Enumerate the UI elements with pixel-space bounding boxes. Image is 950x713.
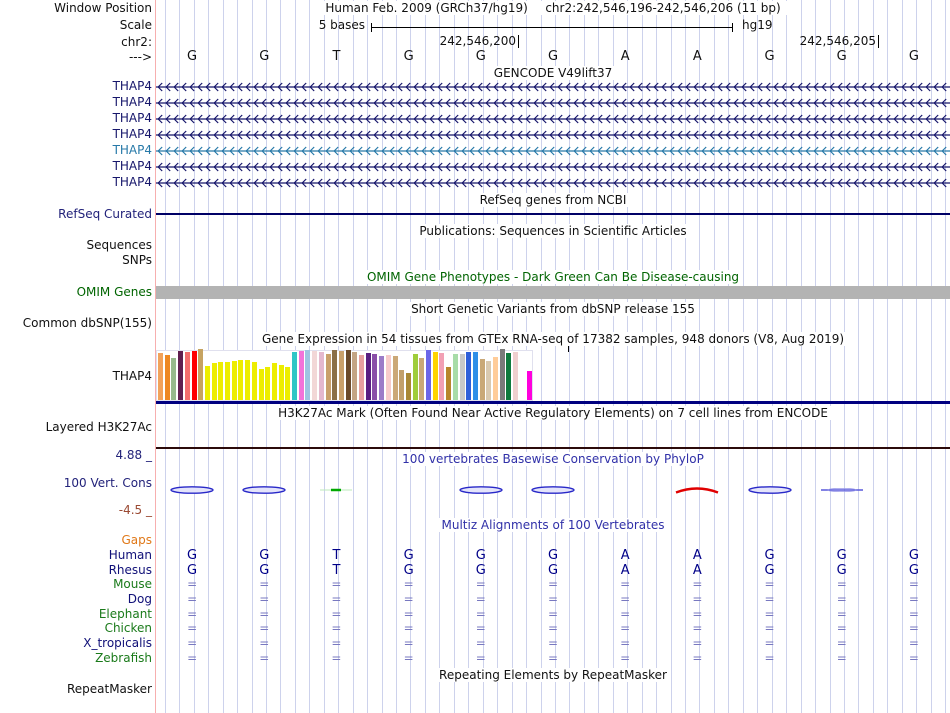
- multiz-cell: G: [187, 563, 198, 578]
- sequence-base: G: [908, 49, 919, 64]
- refseq-track-title[interactable]: RefSeq genes from NCBI: [156, 194, 950, 207]
- gtex-bar: [272, 363, 277, 400]
- gtex-bar: [312, 351, 317, 400]
- coordinate-left: 242,546,200: [439, 34, 516, 48]
- gencode-gene-label[interactable]: THAP4: [112, 143, 152, 157]
- multiz-cell: =: [187, 621, 198, 635]
- gtex-bar: [399, 370, 404, 400]
- gtex-bar: [439, 353, 444, 400]
- multiz-cell: =: [836, 592, 847, 606]
- multiz-cell: A: [692, 548, 702, 563]
- multiz-species-label[interactable]: Mouse: [113, 577, 152, 591]
- multiz-cell: =: [836, 621, 847, 635]
- gtex-bar: [192, 351, 197, 400]
- sequence-base: G: [547, 49, 559, 64]
- gtex-bar: [285, 367, 290, 400]
- multiz-cell: A: [620, 563, 630, 578]
- gtex-bar: [366, 353, 371, 400]
- multiz-cell: =: [403, 651, 414, 665]
- dbsnp-track-title[interactable]: Short Genetic Variants from dbSNP release 155: [156, 303, 950, 316]
- gtex-bar: [446, 367, 451, 400]
- conservation-mark-flat: [818, 484, 866, 499]
- conservation-mark-dash: [312, 484, 360, 499]
- multiz-cell: =: [403, 592, 414, 606]
- gtex-bar: [406, 373, 411, 400]
- multiz-cell: =: [403, 577, 414, 591]
- gtex-bar: [372, 354, 377, 400]
- multiz-species-label[interactable]: Human: [108, 548, 152, 562]
- multiz-cell: G: [259, 563, 270, 578]
- multiz-cell: =: [187, 577, 198, 591]
- sequence-base: G: [836, 49, 847, 64]
- multiz-species-label[interactable]: X_tropicalis: [83, 636, 152, 650]
- h3k27ac-track-title[interactable]: H3K27Ac Mark (Often Found Near Active Regulatory Elements) on 7 cell lines from ENCODE: [156, 407, 950, 420]
- multiz-species-label[interactable]: Chicken: [104, 621, 152, 635]
- gtex-bar: [158, 353, 163, 400]
- multiz-cell: =: [547, 651, 559, 665]
- window-position-label: Window Position: [54, 1, 152, 15]
- multiz-cell: =: [692, 592, 703, 606]
- gtex-bar-chart[interactable]: [156, 350, 533, 401]
- chrom-label: chr2:: [121, 35, 152, 49]
- repeatmasker-track-title[interactable]: Repeating Elements by RepeatMasker: [156, 669, 950, 682]
- gencode-gene-row[interactable]: [156, 129, 950, 141]
- multiz-cell: G: [764, 563, 775, 578]
- sequence-base: G: [187, 49, 198, 64]
- multiz-cell: =: [547, 592, 559, 606]
- multiz-track-title[interactable]: Multiz Alignments of 100 Vertebrates: [156, 519, 950, 532]
- omim-genes-label[interactable]: OMIM Genes: [76, 285, 152, 299]
- multiz-species-label[interactable]: Rhesus: [108, 563, 152, 577]
- gtex-bar: [232, 361, 237, 400]
- multiz-cell: =: [620, 636, 631, 650]
- gtex-bar: [513, 352, 518, 400]
- gencode-gene-label[interactable]: THAP4: [112, 175, 152, 189]
- multiz-cell: =: [331, 651, 342, 665]
- multiz-cell: =: [692, 621, 703, 635]
- gencode-gene-row[interactable]: [156, 81, 950, 93]
- gencode-gene-row[interactable]: [156, 145, 950, 157]
- scale-ruler-left-tick: [371, 23, 372, 32]
- multiz-cell: G: [547, 548, 559, 563]
- gencode-track-title[interactable]: GENCODE V49lift37: [156, 67, 950, 80]
- gtex-bar: [480, 359, 485, 400]
- multiz-cell: =: [908, 621, 919, 635]
- multiz-cell: =: [692, 636, 703, 650]
- multiz-cell: =: [764, 577, 775, 591]
- multiz-cell: =: [547, 577, 559, 591]
- multiz-cell: =: [259, 636, 270, 650]
- multiz-cell: =: [764, 621, 775, 635]
- gtex-baseline: [156, 401, 950, 404]
- multiz-species-label[interactable]: Elephant: [98, 607, 152, 621]
- position-title: Human Feb. 2009 (GRCh37/hg19) chr2:242,546,196-242,546,206 (11 bp): [156, 2, 950, 15]
- gtex-bar: [185, 352, 190, 400]
- assembly-short-label: hg19: [742, 18, 773, 32]
- gtex-bar: [419, 358, 424, 400]
- conservation-mark-lens: [240, 484, 288, 499]
- multiz-cell: =: [259, 621, 270, 635]
- gencode-gene-label[interactable]: THAP4: [112, 111, 152, 125]
- multiz-cell: =: [403, 636, 414, 650]
- h3k27ac-label[interactable]: Layered H3K27Ac: [45, 420, 152, 434]
- sequence-base: G: [475, 49, 486, 64]
- gtex-bar: [506, 353, 511, 400]
- multiz-cell: =: [764, 651, 775, 665]
- multiz-cell: =: [836, 636, 847, 650]
- sequence-base: T: [332, 49, 341, 64]
- coordinate-left-tick: [518, 35, 519, 48]
- gtex-bar: [393, 356, 398, 400]
- gencode-gene-row[interactable]: [156, 97, 950, 109]
- multiz-cell: =: [475, 607, 486, 621]
- multiz-cell: =: [187, 651, 198, 665]
- conservation-min-value: -4.5 _: [118, 503, 152, 517]
- multiz-cell: =: [547, 607, 559, 621]
- gtex-bar: [339, 351, 344, 400]
- multiz-cell: G: [259, 548, 270, 563]
- conservation-mark-lens: [168, 484, 216, 499]
- gtex-bar: [346, 350, 351, 400]
- multiz-cell: =: [475, 577, 486, 591]
- multiz-cell: =: [475, 621, 486, 635]
- multiz-cell: =: [836, 651, 847, 665]
- conservation-mark-lens: [457, 484, 505, 499]
- gtex-track-title[interactable]: Gene Expression in 54 tissues from GTEx RNA-seq of 17382 samples, 948 donors (V8, Aug 2019): [156, 333, 950, 346]
- multiz-cell: T: [332, 548, 341, 563]
- gtex-bar: [319, 352, 324, 400]
- gtex-bar: [433, 352, 438, 400]
- multiz-cell: =: [475, 636, 486, 650]
- omim-gene-bar[interactable]: [156, 286, 950, 299]
- multiz-cell: G: [547, 563, 559, 578]
- multiz-cell: =: [620, 592, 631, 606]
- refseq-curated-label[interactable]: RefSeq Curated: [58, 207, 152, 221]
- multiz-cell: =: [475, 651, 486, 665]
- gtex-bar: [205, 366, 210, 400]
- multiz-cell: =: [187, 636, 198, 650]
- gtex-bar: [473, 352, 478, 400]
- omim-track-title[interactable]: OMIM Gene Phenotypes - Dark Green Can Be Disease-causing: [156, 271, 950, 284]
- gencode-gene-row[interactable]: [156, 161, 950, 173]
- gtex-gene-label[interactable]: THAP4: [112, 369, 152, 383]
- scale-value: 5 bases: [318, 18, 365, 32]
- multiz-species-label[interactable]: Gaps: [121, 533, 152, 547]
- gtex-bar: [466, 352, 471, 400]
- gencode-gene-label[interactable]: THAP4: [112, 127, 152, 141]
- gtex-bar: [292, 352, 297, 400]
- conservation-track-title[interactable]: 100 vertebrates Basewise Conservation by PhyloP: [156, 453, 950, 466]
- multiz-cell: =: [331, 636, 342, 650]
- multiz-cell: A: [620, 548, 630, 563]
- multiz-cell: T: [332, 563, 341, 578]
- conservation-mark-lens: [746, 484, 794, 499]
- multiz-cell: =: [259, 651, 270, 665]
- gtex-bar: [245, 360, 250, 400]
- gtex-bar: [198, 349, 203, 400]
- gencode-gene-row[interactable]: [156, 177, 950, 189]
- gtex-bar: [265, 367, 270, 400]
- multiz-cell: =: [764, 636, 775, 650]
- multiz-cell: =: [403, 607, 414, 621]
- multiz-cell: =: [259, 577, 270, 591]
- gtex-bar: [225, 362, 230, 400]
- multiz-cell: =: [908, 607, 919, 621]
- multiz-cell: =: [259, 607, 270, 621]
- strand-label: --->: [128, 50, 152, 64]
- gtex-bar: [493, 357, 498, 400]
- multiz-species-label[interactable]: Dog: [127, 592, 152, 606]
- multiz-cell: =: [331, 577, 342, 591]
- gtex-bar: [352, 352, 357, 400]
- gtex-bar: [259, 369, 264, 400]
- gtex-bar: [500, 349, 505, 400]
- multiz-cell: =: [331, 621, 342, 635]
- multiz-cell: =: [620, 621, 631, 635]
- gtex-bar: [171, 358, 176, 400]
- gtex-bar: [165, 355, 170, 400]
- gtex-bar: [460, 354, 465, 400]
- multiz-cell: =: [764, 607, 775, 621]
- multiz-species-label[interactable]: Zebrafish: [95, 651, 152, 665]
- gtex-bar: [326, 354, 331, 400]
- multiz-cell: G: [836, 548, 847, 563]
- publications-track-title[interactable]: Publications: Sequences in Scientific Articles: [156, 225, 950, 238]
- conservation-mark-lens: [529, 484, 577, 499]
- multiz-cell: G: [764, 548, 775, 563]
- refseq-gene-line[interactable]: [156, 213, 950, 215]
- multiz-cell: G: [403, 563, 414, 578]
- gtex-bar: [453, 354, 458, 400]
- gencode-gene-label[interactable]: THAP4: [112, 159, 152, 173]
- multiz-cell: =: [908, 636, 919, 650]
- multiz-cell: G: [908, 563, 919, 578]
- sequence-base: G: [403, 49, 414, 64]
- gencode-gene-label[interactable]: THAP4: [112, 79, 152, 93]
- multiz-cell: G: [908, 548, 919, 563]
- coordinate-right: 242,546,205: [799, 34, 876, 48]
- gtex-bar: [413, 354, 418, 400]
- sequence-base: A: [692, 49, 702, 64]
- gtex-bar: [252, 362, 257, 400]
- gencode-gene-label[interactable]: THAP4: [112, 95, 152, 109]
- gtex-bar: [212, 363, 217, 400]
- gtex-bar: [178, 351, 183, 400]
- multiz-cell: A: [692, 563, 702, 578]
- sequence-base: G: [764, 49, 775, 64]
- scale-ruler-line: [371, 27, 733, 28]
- multiz-cell: G: [836, 563, 847, 578]
- gtex-bar: [486, 361, 491, 400]
- gtex-bar: [359, 355, 364, 400]
- multiz-cell: =: [620, 577, 631, 591]
- conservation-label[interactable]: 100 Vert. Cons: [63, 476, 152, 490]
- gtex-bar: [299, 351, 304, 400]
- multiz-cell: =: [620, 607, 631, 621]
- multiz-cell: =: [908, 592, 919, 606]
- multiz-cell: =: [836, 577, 847, 591]
- gtex-bar: [279, 365, 284, 400]
- repeatmasker-label[interactable]: RepeatMasker: [66, 682, 152, 696]
- multiz-cell: G: [187, 548, 198, 563]
- multiz-cell: =: [908, 577, 919, 591]
- multiz-cell: =: [259, 592, 270, 606]
- multiz-cell: =: [908, 651, 919, 665]
- conservation-max-value: 4.88 _: [115, 448, 152, 462]
- multiz-cell: =: [836, 607, 847, 621]
- multiz-cell: =: [692, 651, 703, 665]
- dbsnp-label[interactable]: Common dbSNP(155): [22, 316, 152, 330]
- sequence-base: G: [259, 49, 270, 64]
- scale-label: Scale: [119, 18, 152, 32]
- multiz-cell: G: [475, 563, 486, 578]
- gtex-bar: [332, 350, 337, 400]
- h3k27ac-baseline: [156, 447, 950, 449]
- gtex-bar: [426, 350, 431, 400]
- sequence-base: A: [620, 49, 630, 64]
- gtex-anchor-tick: [568, 345, 569, 352]
- sequences-label[interactable]: Sequences: [86, 238, 152, 252]
- multiz-cell: =: [620, 651, 631, 665]
- multiz-cell: =: [475, 592, 486, 606]
- multiz-cell: =: [187, 607, 198, 621]
- multiz-cell: =: [764, 592, 775, 606]
- gtex-bar: [218, 362, 223, 400]
- gtex-bar: [238, 360, 243, 400]
- multiz-cell: =: [187, 592, 198, 606]
- gtex-bar: [527, 371, 532, 400]
- multiz-cell: =: [547, 621, 559, 635]
- multiz-cell: =: [403, 621, 414, 635]
- multiz-cell: =: [547, 636, 559, 650]
- gtex-bar: [379, 356, 384, 400]
- multiz-cell: =: [692, 607, 703, 621]
- gtex-bar: [386, 355, 391, 400]
- coordinate-right-tick: [878, 35, 879, 48]
- multiz-cell: =: [331, 607, 342, 621]
- gencode-gene-row[interactable]: [156, 113, 950, 125]
- multiz-cell: G: [475, 548, 486, 563]
- scale-ruler-right-tick: [732, 23, 733, 32]
- multiz-cell: G: [403, 548, 414, 563]
- gtex-bar: [305, 350, 310, 400]
- multiz-cell: =: [331, 592, 342, 606]
- multiz-cell: =: [692, 577, 703, 591]
- conservation-mark-peak: [673, 484, 721, 499]
- snps-label[interactable]: SNPs: [122, 253, 152, 267]
